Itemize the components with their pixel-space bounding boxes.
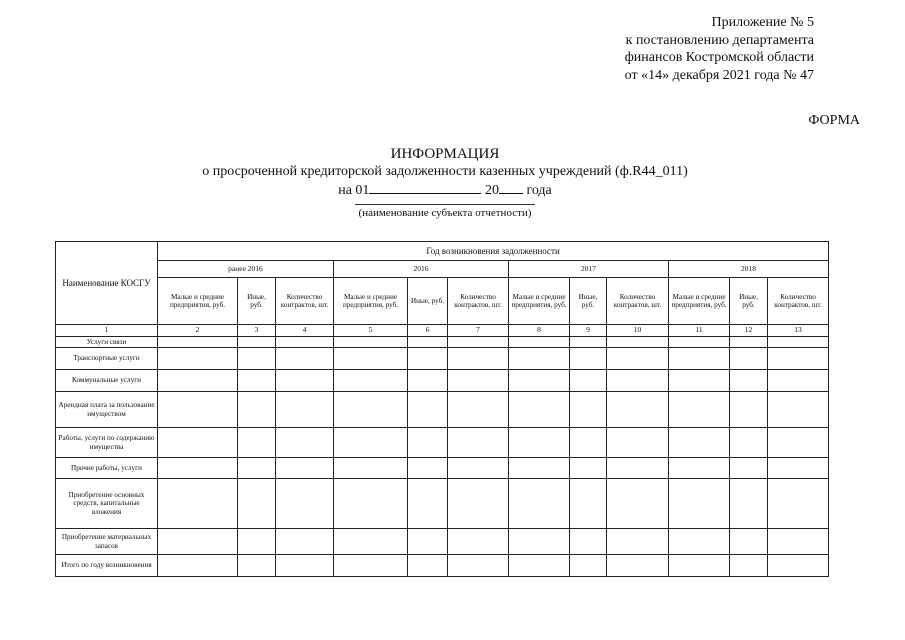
- table-cell: [276, 370, 334, 392]
- table-cell: [768, 348, 829, 370]
- table-cell: [768, 428, 829, 458]
- appendix-line-3: финансов Костромской области: [624, 50, 814, 65]
- table-cell: [334, 529, 408, 555]
- table-cell: [448, 370, 509, 392]
- appendix-header: [560, 14, 814, 84]
- table-cell: [408, 479, 448, 529]
- row-label: Итого по году возникновения: [56, 555, 158, 577]
- subject-blank-line: [355, 196, 535, 205]
- table-cell: [669, 337, 730, 348]
- table-cell: [730, 555, 768, 577]
- appendix-line-1: Приложение № 5: [711, 15, 814, 30]
- row-label: Коммунальные услуги: [56, 370, 158, 392]
- subheader-sme: Малые и средние предприятия, руб.: [669, 278, 730, 325]
- subject-caption: (наименование субъекта отчетности): [358, 207, 532, 219]
- header-year-of-debt: Год возникновения задолженности: [158, 242, 829, 261]
- table-cell: [334, 337, 408, 348]
- column-number: 7: [448, 325, 509, 337]
- appendix-line-4: от «14» декабря 2021 года № 47: [624, 67, 814, 83]
- table-cell: [448, 479, 509, 529]
- table-cell: [238, 555, 276, 577]
- table-cell: [158, 555, 238, 577]
- table-cell: [607, 458, 669, 479]
- table-cell: [334, 348, 408, 370]
- table-cell: [730, 529, 768, 555]
- table-cell: [607, 479, 669, 529]
- table-cell: [768, 458, 829, 479]
- subheader-other: Иные, руб.: [238, 278, 276, 325]
- table-cell: [334, 479, 408, 529]
- column-number: 6: [408, 325, 448, 337]
- table-row: [56, 458, 829, 479]
- table-cell: [730, 479, 768, 529]
- subheader-other: Иные, руб.: [570, 278, 607, 325]
- table-cell: [158, 428, 238, 458]
- subheader-contracts: Количество контрактов, шт.: [768, 278, 829, 325]
- subheader-sme: Малые и средние предприятия, руб.: [334, 278, 408, 325]
- table-cell: [669, 370, 730, 392]
- table-cell: [238, 479, 276, 529]
- column-number: 11: [669, 325, 730, 337]
- table-cell: [669, 529, 730, 555]
- row-label: Арендная плата за пользование имуществом: [56, 392, 158, 428]
- header-year-2016: 2016: [334, 261, 509, 278]
- table-cell: [408, 348, 448, 370]
- table-cell: [158, 479, 238, 529]
- subheader-sme: Малые и средние предприятия, руб.: [158, 278, 238, 325]
- table-cell: [334, 370, 408, 392]
- table-cell: [238, 392, 276, 428]
- subheader-contracts: Количество контрактов, шт.: [276, 278, 334, 325]
- column-number: 12: [730, 325, 768, 337]
- date-prefix: на 01: [338, 183, 370, 198]
- table-cell: [408, 555, 448, 577]
- table-cell: [334, 392, 408, 428]
- table-cell: [408, 370, 448, 392]
- table-cell: [570, 555, 607, 577]
- table-cell: [238, 337, 276, 348]
- table-cell: [334, 555, 408, 577]
- table-row: [56, 529, 829, 555]
- header-kosgu-name: Наименование КОСГУ: [56, 242, 158, 325]
- table-cell: [607, 392, 669, 428]
- table-cell: [276, 458, 334, 479]
- table-cell: [669, 458, 730, 479]
- column-number: 3: [238, 325, 276, 337]
- table-cell: [570, 529, 607, 555]
- table-cell: [238, 428, 276, 458]
- table-cell: [448, 458, 509, 479]
- table-cell: [158, 348, 238, 370]
- table-cell: [768, 392, 829, 428]
- table-cell: [669, 392, 730, 428]
- table-cell: [408, 458, 448, 479]
- table-cell: [158, 458, 238, 479]
- row-label: Приобретение основных средств, капитальные вложения: [56, 479, 158, 529]
- table-cell: [448, 337, 509, 348]
- table-row: [56, 370, 829, 392]
- table-cell: [158, 370, 238, 392]
- table-cell: [768, 370, 829, 392]
- table-cell: [276, 392, 334, 428]
- table-cell: [408, 529, 448, 555]
- date-suffix: года: [526, 183, 552, 198]
- table-cell: [509, 529, 570, 555]
- table-row: [56, 555, 829, 577]
- table-cell: [448, 348, 509, 370]
- table-cell: [730, 458, 768, 479]
- table-cell: [448, 428, 509, 458]
- table-cell: [768, 529, 829, 555]
- subheader-contracts: Количество контрактов, шт.: [448, 278, 509, 325]
- table-cell: [276, 348, 334, 370]
- column-number: 2: [158, 325, 238, 337]
- column-number-row: [56, 325, 829, 337]
- table-cell: [509, 370, 570, 392]
- table-cell: [669, 348, 730, 370]
- table-cell: [768, 555, 829, 577]
- table-row: [56, 348, 829, 370]
- header-year-before-2016: ранее 2016: [158, 261, 334, 278]
- table-cell: [238, 370, 276, 392]
- table-row: [56, 392, 829, 428]
- row-label: Транспортные услуги: [56, 348, 158, 370]
- table-cell: [158, 392, 238, 428]
- column-number: 9: [570, 325, 607, 337]
- column-number: 5: [334, 325, 408, 337]
- table-cell: [408, 337, 448, 348]
- table-cell: [607, 555, 669, 577]
- table-cell: [669, 428, 730, 458]
- table-cell: [509, 348, 570, 370]
- table-row: [56, 337, 829, 348]
- table-cell: [607, 529, 669, 555]
- table-cell: [730, 392, 768, 428]
- column-number: 8: [509, 325, 570, 337]
- table-cell: [334, 458, 408, 479]
- subheader-other: Иные, руб.: [730, 278, 768, 325]
- table-cell: [238, 348, 276, 370]
- table-cell: [158, 337, 238, 348]
- column-number: 10: [607, 325, 669, 337]
- table-cell: [607, 428, 669, 458]
- table-cell: [570, 428, 607, 458]
- overdue-debt-table: [55, 241, 829, 577]
- table-cell: [607, 337, 669, 348]
- table-cell: [570, 458, 607, 479]
- table-cell: [607, 348, 669, 370]
- table-cell: [158, 529, 238, 555]
- table-cell: [570, 370, 607, 392]
- table-cell: [276, 337, 334, 348]
- title-heading: ИНФОРМАЦИЯ: [390, 146, 500, 162]
- table-cell: [768, 479, 829, 529]
- column-number: 4: [276, 325, 334, 337]
- table-cell: [334, 428, 408, 458]
- table-cell: [408, 428, 448, 458]
- subheader-other: Иные, руб.: [408, 278, 448, 325]
- column-number: 1: [56, 325, 158, 337]
- table-cell: [669, 479, 730, 529]
- table-cell: [570, 348, 607, 370]
- table-cell: [238, 458, 276, 479]
- table-cell: [730, 428, 768, 458]
- table-cell: [768, 337, 829, 348]
- table-cell: [509, 458, 570, 479]
- table-row: [56, 479, 829, 529]
- table-cell: [570, 392, 607, 428]
- title-subheading: о просроченной кредиторской задолженности казенных учреждений (ф.R44_011): [202, 164, 688, 179]
- document-title: [120, 146, 770, 199]
- table-cell: [509, 428, 570, 458]
- table-cell: [276, 428, 334, 458]
- table-cell: [276, 555, 334, 577]
- table-cell: [509, 555, 570, 577]
- row-label: Прочие работы, услуги: [56, 458, 158, 479]
- table-cell: [570, 479, 607, 529]
- table-cell: [509, 337, 570, 348]
- table-cell: [448, 555, 509, 577]
- subheader-sme: Малые и средние предприятия, руб.: [509, 278, 570, 325]
- row-label: Услуги связи: [56, 337, 158, 348]
- table-cell: [276, 529, 334, 555]
- table-cell: [509, 479, 570, 529]
- table-cell: [448, 529, 509, 555]
- header-year-2018: 2018: [669, 261, 829, 278]
- table-cell: [730, 370, 768, 392]
- year-blank: [499, 180, 523, 194]
- subheader-contracts: Количество контрактов, шт.: [607, 278, 669, 325]
- table-cell: [448, 392, 509, 428]
- date-blank: [369, 180, 481, 194]
- header-year-2017: 2017: [509, 261, 669, 278]
- table-cell: [607, 370, 669, 392]
- form-label: ФОРМА: [808, 113, 860, 128]
- table-cell: [669, 555, 730, 577]
- column-number: 13: [768, 325, 829, 337]
- appendix-line-2: к постановлению департамента: [625, 32, 814, 48]
- date-year-prefix: 20: [484, 183, 499, 198]
- row-label: Работы, услуги по содержанию имущества: [56, 428, 158, 458]
- table-cell: [408, 392, 448, 428]
- table-row: [56, 428, 829, 458]
- table-cell: [730, 337, 768, 348]
- table-cell: [570, 337, 607, 348]
- row-label: Приобретение материальных запасов: [56, 529, 158, 555]
- table-cell: [276, 479, 334, 529]
- table-cell: [730, 348, 768, 370]
- table-cell: [509, 392, 570, 428]
- table-cell: [238, 529, 276, 555]
- subject-block: [300, 196, 590, 219]
